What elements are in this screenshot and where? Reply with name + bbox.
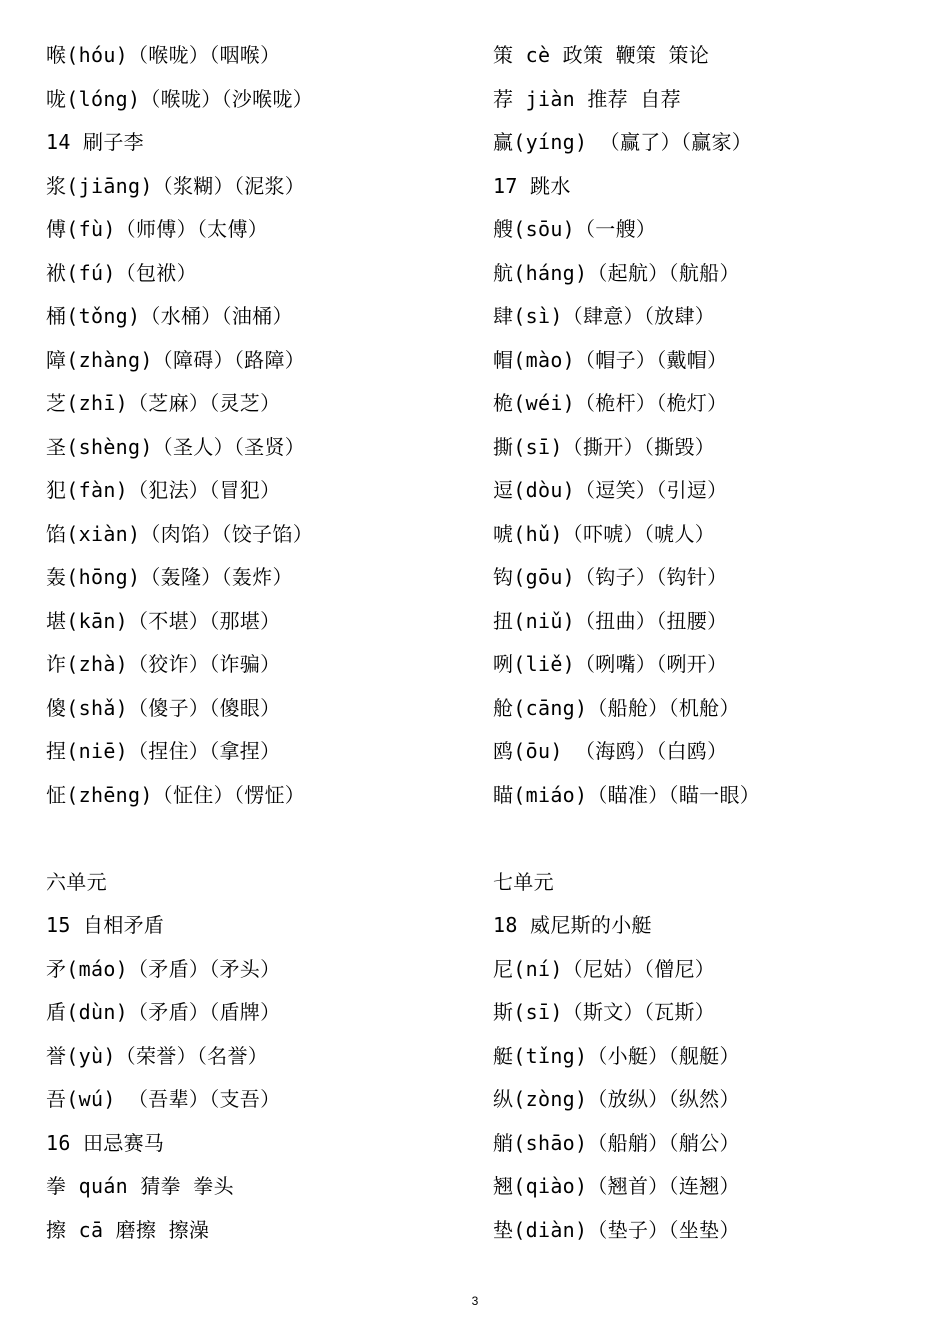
text-line: 芝(zhī)（芝麻）（灵芝）: [46, 391, 281, 415]
text-line: 纵(zòng)（放纵）（纵然）: [493, 1087, 740, 1111]
lesson-heading: 16 田忌赛马: [46, 1130, 165, 1155]
text-line: 赢(yíng) （赢了）（赢家）: [493, 130, 753, 154]
text-line: 圣(shèng)（圣人）（圣贤）: [46, 434, 306, 459]
text-line: 艄(shāo)（船艄）（艄公）: [493, 1130, 740, 1155]
text-line: 钩(gōu)（钩子）（钩针）: [493, 565, 728, 589]
text-line: 垫(diàn)（垫子）（坐垫）: [493, 1217, 740, 1242]
text-line: 障(zhàng)（障碍）（路障）: [46, 347, 306, 372]
text-line: 堪(kān)（不堪）（那堪）: [46, 608, 281, 633]
text-line: 尼(ní)（尼姑）（僧尼）: [493, 956, 716, 981]
text-line: 翘(qiào)（翘首）（连翘）: [493, 1174, 740, 1198]
page-number: 3: [471, 1294, 479, 1308]
left-column: [46, 34, 466, 1252]
text-line: 浆(jiāng)（浆糊）（泥浆）: [46, 173, 306, 198]
text-line: 桶(tǒng)（水桶）（油桶）: [46, 304, 293, 328]
text-line: 桅(wéi)（桅杆）（桅灯）: [493, 391, 728, 415]
text-line: 咧(liě)（咧嘴）（咧开）: [493, 652, 728, 676]
text-line: 鸥(ōu) （海鸥）（白鸥）: [493, 739, 728, 763]
text-line: 馅(xiàn)（肉馅）（饺子馅）: [46, 521, 314, 546]
text-line: 誉(yù)（荣誉）（名誉）: [46, 1043, 269, 1068]
text-line: 荐 jiàn 推荐 自荐: [493, 86, 681, 111]
text-line: 撕(sī)（撕开）（撕毁）: [493, 434, 716, 459]
text-line: 诈(zhà)（狡诈）（诈骗）: [46, 652, 281, 676]
text-line: 犯(fàn)（犯法）（冒犯）: [46, 478, 281, 502]
blank-line: [46, 817, 466, 861]
unit-heading: 七单元: [493, 869, 554, 894]
text-line: 捏(niē)（捏住）（拿捏）: [46, 739, 281, 763]
text-line: 帽(mào)（帽子）（戴帽）: [493, 347, 728, 372]
text-line: 逗(dòu)（逗笑）（引逗）: [493, 478, 728, 502]
lesson-heading: 14 刷子李: [46, 130, 144, 154]
unit-heading: 六单元: [46, 869, 107, 894]
text-line: 吾(wú) （吾辈）（支吾）: [46, 1087, 281, 1111]
text-line: 傻(shǎ)（傻子）（傻眼）: [46, 695, 281, 720]
text-line: 擦 cā 磨擦 擦澡: [46, 1217, 210, 1242]
text-line: 怔(zhēng)（怔住）（愣怔）: [46, 782, 306, 807]
lesson-heading: 18 威尼斯的小艇: [493, 913, 652, 937]
lesson-heading: 15 自相矛盾: [46, 913, 165, 937]
text-line: 扭(niǔ)（扭曲）（扭腰）: [493, 608, 728, 633]
text-line: 航(háng)（起航）（航船）: [493, 260, 740, 285]
text-line: 艘(sōu)（一艘）: [493, 217, 657, 241]
text-line: 唬(hǔ)（吓唬）（唬人）: [493, 521, 716, 546]
text-line: 瞄(miáo)（瞄准）（瞄一眼）: [493, 782, 761, 807]
text-line: 盾(dùn)（矛盾）（盾牌）: [46, 1000, 281, 1024]
right-column: [493, 34, 913, 1252]
text-line: 矛(máo)（矛盾）（矛头）: [46, 956, 281, 981]
text-line: 喉(hóu)（喉咙）（咽喉）: [46, 43, 281, 67]
lesson-heading: 17 跳水: [493, 173, 571, 198]
text-line: 咙(lóng)（喉咙）（沙喉咙）: [46, 86, 314, 111]
text-line: 轰(hōng)（轰隆）（轰炸）: [46, 565, 293, 589]
text-line: 拳 quán 猜拳 拳头: [46, 1174, 234, 1198]
blank-line: [493, 817, 913, 861]
text-line: 傅(fù)（师傅）（太傅）: [46, 217, 269, 241]
text-line: 策 cè 政策 鞭策 策论: [493, 43, 710, 67]
text-line: 肆(sì)（肆意）（放肆）: [493, 304, 716, 328]
text-line: 斯(sī)（斯文）（瓦斯）: [493, 1000, 716, 1024]
text-line: 袱(fú)（包袱）: [46, 260, 197, 285]
text-line: 艇(tǐng)（小艇）（舰艇）: [493, 1043, 740, 1068]
text-line: 舱(cāng)（船舱）（机舱）: [493, 695, 740, 720]
